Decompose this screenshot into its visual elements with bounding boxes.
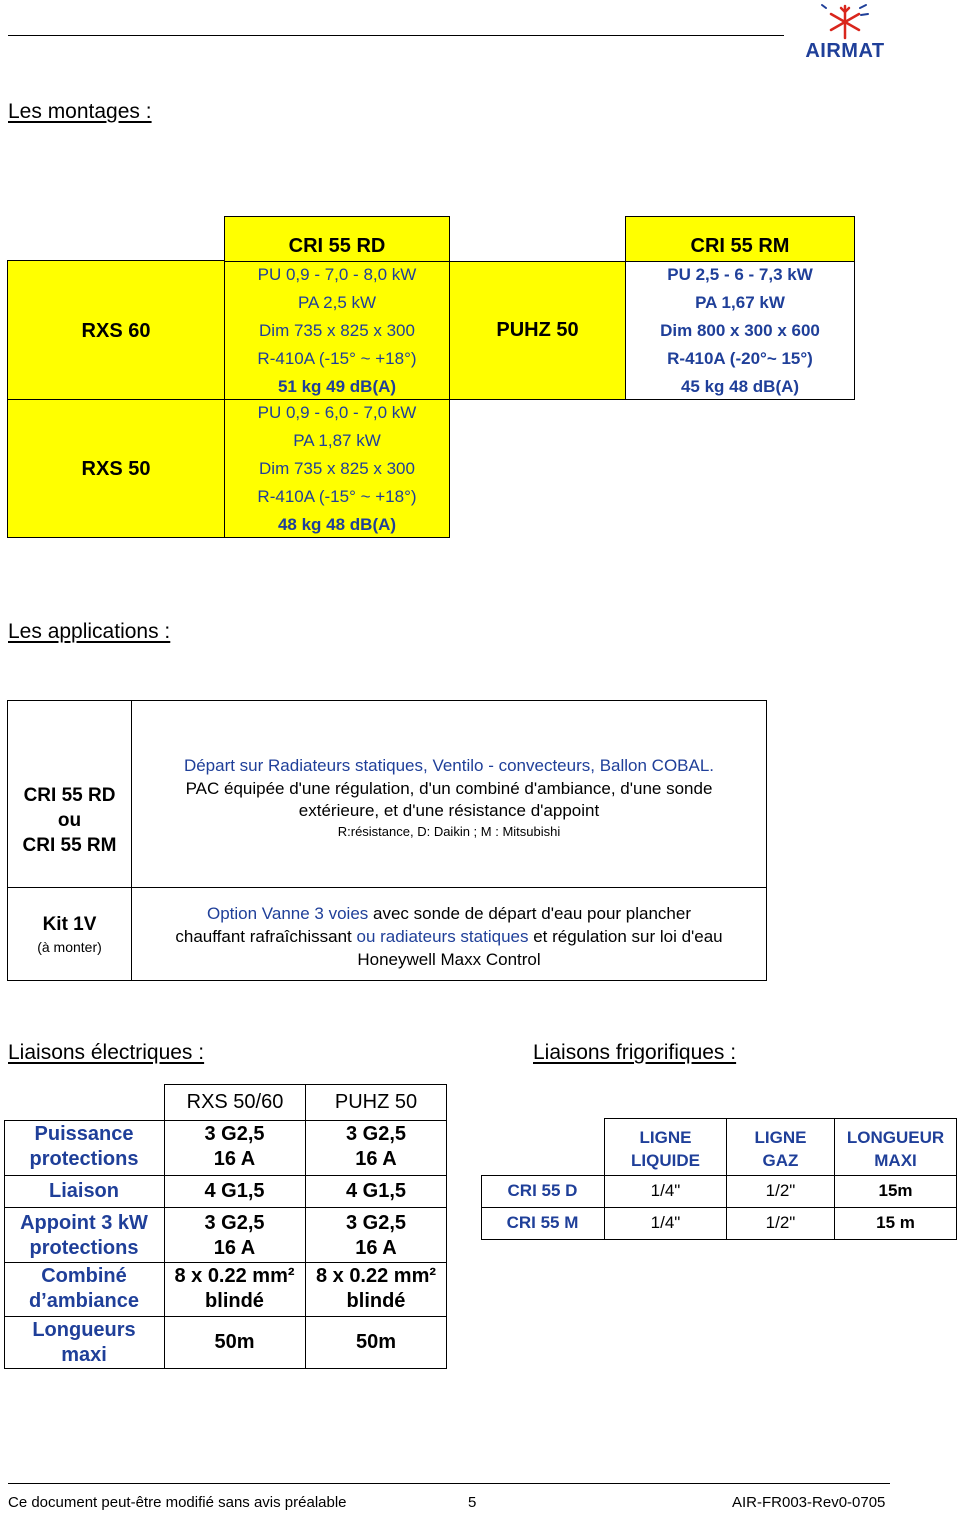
el-value-line: blindé bbox=[205, 1290, 264, 1312]
spec-line: PU 0,9 - 6,0 - 7,0 kW bbox=[257, 402, 417, 422]
fr-row-liquide: 1/4" bbox=[650, 1213, 681, 1232]
applications-row2-text bbox=[131, 902, 767, 971]
el-label-line: protections bbox=[29, 1148, 139, 1170]
app-text-line: extérieure, et d'une résistance d'appoint bbox=[298, 801, 600, 820]
spec-line: 48 kg 48 dB(A) bbox=[277, 514, 397, 534]
el-label-line: Longueurs bbox=[32, 1319, 136, 1341]
el-col1-heading: RXS 50/60 bbox=[186, 1091, 284, 1113]
kit-line-2b: et régulation sur loi d'eau bbox=[528, 927, 723, 946]
fr-row-gaz: 1/2" bbox=[765, 1181, 796, 1200]
header-rule bbox=[8, 35, 784, 36]
fr-header-gaz bbox=[726, 1126, 835, 1172]
el-label-line: Liaison bbox=[48, 1180, 119, 1202]
section-title-frigorifiques: Liaisons frigorifiques : bbox=[533, 1041, 737, 1064]
el-row-label bbox=[4, 1264, 164, 1314]
el-value-line: 16 A bbox=[355, 1237, 397, 1259]
section-title-electriques: Liaisons électriques : bbox=[8, 1041, 205, 1064]
el-label-line: Puissance bbox=[34, 1123, 134, 1145]
el-row-label bbox=[4, 1179, 164, 1204]
kit-sublabel: (à monter) bbox=[37, 939, 102, 955]
fr-header-longueur bbox=[834, 1126, 957, 1172]
footer-page-number: 5 bbox=[468, 1494, 477, 1511]
el-value-line: 50m bbox=[214, 1331, 255, 1353]
section-title-montages: Les montages : bbox=[8, 100, 152, 123]
kit-line-1-rest: avec sonde de départ d'eau pour plancher bbox=[368, 904, 691, 923]
logo-text: AIRMAT bbox=[805, 40, 885, 62]
footer-disclaimer: Ce document peut-être modifié sans avis préalable bbox=[8, 1494, 347, 1511]
fr-row-liquide: 1/4" bbox=[650, 1181, 681, 1200]
el-row-value bbox=[164, 1211, 305, 1261]
fr-header-line: LIGNE bbox=[639, 1128, 692, 1147]
fr-header-line: LIGNE bbox=[754, 1128, 807, 1147]
kit-label: Kit 1V bbox=[42, 914, 97, 935]
el-value-line: 8 x 0.22 mm² bbox=[174, 1265, 295, 1287]
el-value-line: 3 G2,5 bbox=[345, 1123, 407, 1145]
spec-line: 45 kg 48 dB(A) bbox=[680, 376, 800, 396]
fr-row-longueur: 15m bbox=[878, 1181, 913, 1200]
spec-line: R-410A (-20°~ 15°) bbox=[667, 348, 813, 368]
el-row-value bbox=[305, 1330, 447, 1355]
kit-line-1 bbox=[207, 902, 691, 925]
el-label-line: d’ambiance bbox=[28, 1290, 140, 1312]
el-value-line: 50m bbox=[355, 1331, 397, 1353]
app-text-line: PAC équipée d'une régulation, d'un combiné d'ambiance, d'une sonde bbox=[185, 779, 713, 798]
applications-row1-text bbox=[131, 754, 767, 842]
label-line: ou bbox=[57, 809, 82, 831]
spec-line: Dim 735 x 825 x 300 bbox=[259, 320, 415, 340]
el-row-label bbox=[4, 1211, 164, 1261]
fr-header-line: GAZ bbox=[762, 1151, 799, 1170]
kit-option-text: Option Vanne 3 voies bbox=[207, 904, 369, 923]
el-value-line: blindé bbox=[346, 1290, 406, 1312]
fr-row-gaz: 1/2" bbox=[765, 1213, 796, 1232]
el-col2-heading: PUHZ 50 bbox=[334, 1091, 418, 1113]
el-value-line: 16 A bbox=[213, 1148, 256, 1170]
label-line: CRI 55 RD bbox=[23, 784, 116, 806]
el-label-line: protections bbox=[29, 1237, 139, 1259]
cri55rm-specs bbox=[625, 261, 855, 400]
el-row-label bbox=[4, 1122, 164, 1172]
spec-line: PA 1,87 kW bbox=[293, 430, 381, 450]
el-value-line: 4 G1,5 bbox=[345, 1180, 407, 1202]
spec-line: R-410A (-15° ~ +18°) bbox=[257, 486, 417, 506]
el-row-value bbox=[305, 1264, 447, 1314]
fr-header-line: LIQUIDE bbox=[631, 1151, 700, 1170]
section-title-applications: Les applications : bbox=[8, 620, 171, 643]
spec-line: PU 2,5 - 6 - 7,3 kW bbox=[667, 264, 813, 284]
el-value-line: 8 x 0.22 mm² bbox=[315, 1265, 437, 1287]
el-label-line: Combiné bbox=[41, 1265, 127, 1287]
el-row-divider bbox=[4, 1316, 447, 1317]
el-row-divider bbox=[4, 1262, 447, 1263]
el-label-line: maxi bbox=[61, 1344, 107, 1366]
spec-line: PU 0,9 - 7,0 - 8,0 kW bbox=[257, 264, 417, 284]
kit-line-2-blue: ou radiateurs statiques bbox=[356, 927, 529, 946]
rxs60-label: RXS 60 bbox=[81, 319, 151, 342]
kit-line-2a: chauffant rafraîchissant bbox=[175, 927, 357, 946]
fr-header-liquide bbox=[604, 1126, 727, 1172]
spec-line: Dim 735 x 825 x 300 bbox=[259, 458, 415, 478]
fr-header-line: MAXI bbox=[874, 1151, 917, 1170]
spec-line: R-410A (-15° ~ +18°) bbox=[257, 348, 417, 368]
el-row-label bbox=[4, 1318, 164, 1368]
el-value-line: 16 A bbox=[355, 1148, 397, 1170]
el-label-line: Appoint 3 kW bbox=[20, 1212, 148, 1234]
cri55rd-heading: CRI 55 RD bbox=[288, 234, 386, 257]
kit-line-3: Honeywell Maxx Control bbox=[357, 950, 541, 969]
spec-line: Dim 800 x 300 x 600 bbox=[660, 320, 820, 340]
cri55rd-specs-rxs50 bbox=[224, 399, 450, 538]
puhz50-label: PUHZ 50 bbox=[449, 261, 626, 400]
el-row-value bbox=[164, 1122, 305, 1172]
el-value-line: 16 A bbox=[213, 1237, 256, 1259]
fr-row-label: CRI 55 M bbox=[506, 1213, 579, 1232]
el-row-divider bbox=[4, 1207, 447, 1208]
spec-line: PA 1,67 kW bbox=[695, 292, 785, 312]
fr-row-longueur: 15 m bbox=[876, 1213, 915, 1232]
el-row-value bbox=[164, 1330, 305, 1355]
spec-line: 51 kg 49 dB(A) bbox=[277, 376, 397, 396]
el-row-divider bbox=[4, 1175, 447, 1176]
cri55rm-heading: CRI 55 RM bbox=[690, 234, 790, 257]
el-value-line: 3 G2,5 bbox=[204, 1123, 265, 1145]
el-value-line: 3 G2,5 bbox=[345, 1212, 407, 1234]
app-text-line: Départ sur Radiateurs statiques, Ventilo - convecteurs, Ballon COBAL. bbox=[183, 756, 715, 775]
applications-row2-label bbox=[7, 912, 132, 956]
cri55rd-specs-rxs60 bbox=[224, 261, 450, 400]
el-value-line: 4 G1,5 bbox=[204, 1180, 265, 1202]
el-value-line: 3 G2,5 bbox=[204, 1212, 265, 1234]
spec-line: PA 2,5 kW bbox=[297, 292, 377, 312]
fr-header-line: LONGUEUR bbox=[846, 1128, 945, 1147]
el-row-value bbox=[305, 1211, 447, 1261]
rxs50-label: RXS 50 bbox=[81, 457, 151, 480]
footer-document-ref: AIR-FR003-Rev0-0705 bbox=[732, 1494, 886, 1511]
fr-row-label: CRI 55 D bbox=[507, 1181, 578, 1200]
fr-row-divider bbox=[481, 1207, 957, 1208]
kit-line-2 bbox=[175, 925, 722, 948]
label-line: CRI 55 RM bbox=[22, 834, 117, 856]
footer-rule bbox=[8, 1483, 890, 1484]
app-text-note: R:résistance, D: Daikin ; M : Mitsubishi bbox=[337, 824, 561, 839]
el-row-value bbox=[305, 1179, 447, 1204]
rxs-divider bbox=[7, 399, 225, 400]
el-row-value bbox=[164, 1179, 305, 1204]
el-row-value bbox=[305, 1122, 447, 1172]
el-row-value bbox=[164, 1264, 305, 1314]
